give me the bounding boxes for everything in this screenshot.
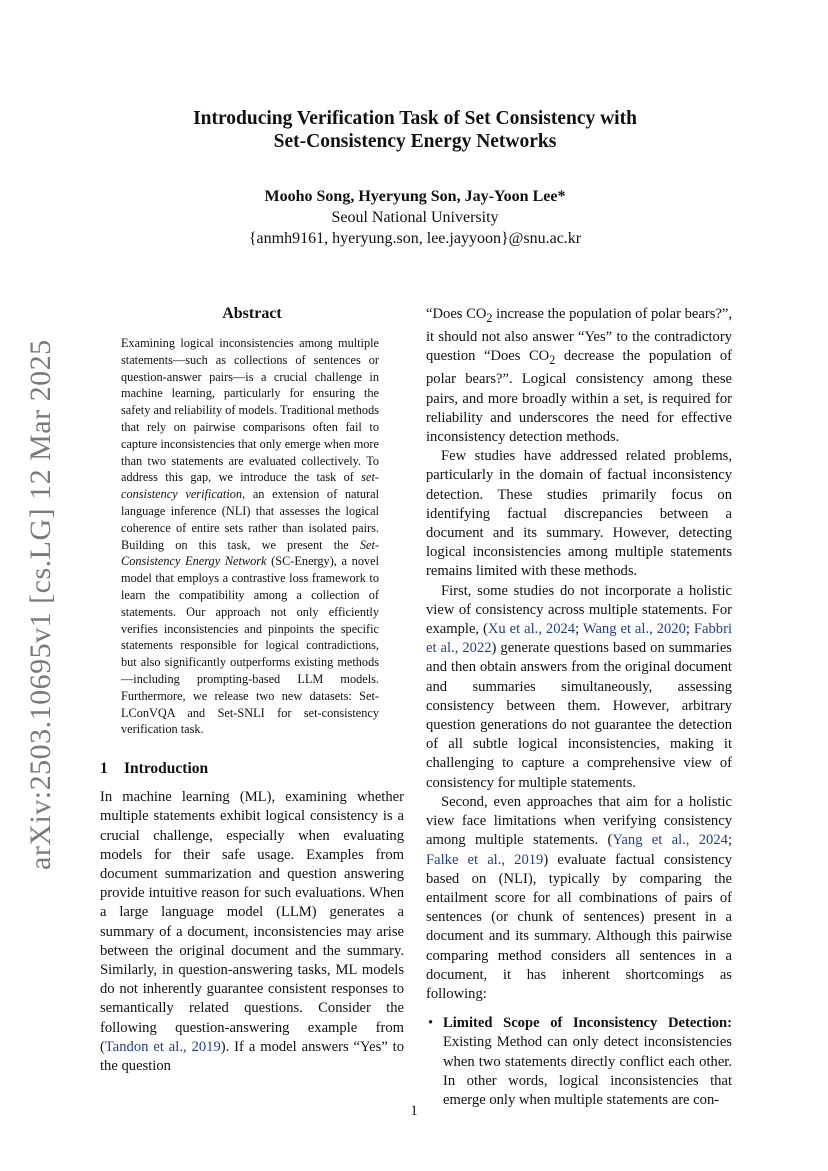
bullet-title: Limited Scope of Inconsistency Detection:: [443, 1015, 732, 1032]
abstract-part-1: Examining logical inconsistencies among multiple statements—such as collections of sentences or question-answer pairs—is a crucial challenge in machine learning, particularly for ensuring the safety and reliability of models. Traditional methods that rely on pairwise comparisons often fail to capture inconsistencies that only emerge when more than two statements are evaluated collectively. To address this gap, we introduce the task of: [121, 336, 379, 485]
text-span: ) generate questions based on summaries and then obtain answers from the original document and summaries simultaneously, assessing consistency between them. However, arbitrary question generations do not guarantee the detection of all subtle logical inconsistencies, making it challenging to capture a comprehensive view of consistency for multiple statements.: [426, 640, 732, 791]
abstract-emphasis-2: Set-Consistency Energy Network: [121, 537, 379, 569]
section-title: Introduction: [124, 760, 209, 778]
bullet-item: [426, 1014, 732, 1110]
citation-separator: ;: [575, 621, 583, 638]
page-number: 1: [410, 1103, 418, 1119]
abstract-heading: Abstract: [222, 305, 282, 322]
author-names: Mooho Song, Hyeryung Son, Jay-Yoon Lee*: [264, 188, 566, 205]
title-line-1: Introducing Verification Task of Set Consistency with: [193, 108, 637, 129]
citation-link[interactable]: Fabbri et al., 2022: [426, 621, 732, 657]
abstract-emphasis-1: set-consistency verification: [121, 470, 379, 502]
citation-link[interactable]: Falke et al., 2019: [426, 851, 544, 868]
author-block: [120, 186, 710, 249]
bullet-body: Existing Method can only detect inconsistencies when two statements directly conflict each other. In other words, logical inconsistencies that emerge only when multiple statements are con-: [443, 1034, 732, 1108]
citation-link[interactable]: Wang et al., 2020: [582, 621, 686, 638]
section-heading-introduction: [100, 760, 404, 778]
right-paragraph-2: [426, 582, 732, 793]
text-span: First, some studies do not incorporate a holistic view of consistency across multiple statements. For example, (: [426, 582, 732, 638]
citation-link[interactable]: Yang et al., 2024: [612, 832, 728, 849]
right-column: [426, 305, 732, 1110]
right-paragraph-1: Few studies have addressed related problems, particularly in the domain of factual inconsistency detection. These studies primarily focus on identifying factual discrepancies between a document and its summary. However, detecting logical inconsistencies among multiple statements remains limited with these methods.: [426, 448, 732, 580]
left-column: [100, 305, 404, 1076]
intro-text-a: In machine learning (ML), examining whether multiple statements exhibit logical consistency is a crucial challenge, especially when evaluating models for their safe usage. Examples from document summarization and question answering provide intuitive reason for such evaluations. When a large language model (LLM) generates a summary of a document, inconsistencies may arise between the original document and the summary. Similarly, in question-answering tasks, ML models do not inherently guarantee consistent responses to semantically related questions. Consider the following question-answering example from (: [100, 789, 404, 1055]
intro-paragraph-1: [100, 788, 404, 1076]
citation-separator: ;: [685, 621, 694, 638]
text-span: Second, even approaches that aim for a holistic view face limitations when verifying consistency among multiple statements. (: [426, 793, 732, 849]
text-span: ) evaluate factual consistency based on (NLI), typically by comparing the entailment score for all combinations of pairs of sentences (or chunk of sentences) present in a document and its summary. Although this pairwise comparing method considers all sentences in a document, it has inherent shortcomings as following:: [426, 851, 732, 1002]
citation-separator: ;: [727, 832, 732, 849]
arxiv-identifier: arXiv:2503.10695v1 [cs.LG] 12 Mar 2025: [24, 339, 57, 871]
citation-link[interactable]: Tandon et al., 2019: [104, 1038, 221, 1055]
affiliation: Seoul National University: [331, 209, 499, 226]
citation-link[interactable]: Xu et al., 2024: [487, 621, 576, 638]
bullet-symbol: •: [428, 1015, 434, 1032]
paper-title: [120, 107, 710, 153]
right-paragraph-3: [426, 793, 732, 1004]
abstract-part-3: (SC-Energy), a novel model that employs a contrastive loss framework to learn the compatibility among a collection of statements. Our approach not only efficiently verifies inconsistencies and pinpoints the specific statements responsible for logical contradictions, but also significantly outperforms existing methods—including prompting-based LLM models. Furthermore, we release two new datasets: Set-LConVQA and Set-SNLI for set-consistency verification task.: [121, 554, 379, 737]
subscript: 2: [486, 310, 493, 325]
abstract-text: [121, 335, 379, 738]
title-line-2: Set-Consistency Energy Networks: [273, 131, 557, 152]
abstract-part-2: , an extension of natural language inference (NLI) that assesses the logical coherence of entire sets rather than isolated pairs. Building on this task, we present the: [121, 487, 379, 552]
author-email: {anmh9161, hyeryung.son, lee.jayyoon}@snu.ac.kr: [248, 230, 582, 247]
right-paragraph-0: [426, 305, 732, 447]
section-number: 1: [100, 760, 108, 778]
subscript: 2: [549, 353, 556, 368]
text-span: “Does CO: [426, 306, 487, 322]
intro-text-b: ). If a model answers “Yes” to the question: [100, 1038, 404, 1074]
text-span: decrease the population of polar bears?”. Logical consistency among these pairs, and more broadly within a set, is required for reliability and underscores the need for effective inconsistency detection methods.: [426, 348, 732, 446]
text-span: increase the population of polar bears?”, it should not also answer “Yes” to the contradictory question “Does CO: [426, 306, 732, 365]
bullet-text: [443, 1014, 732, 1110]
